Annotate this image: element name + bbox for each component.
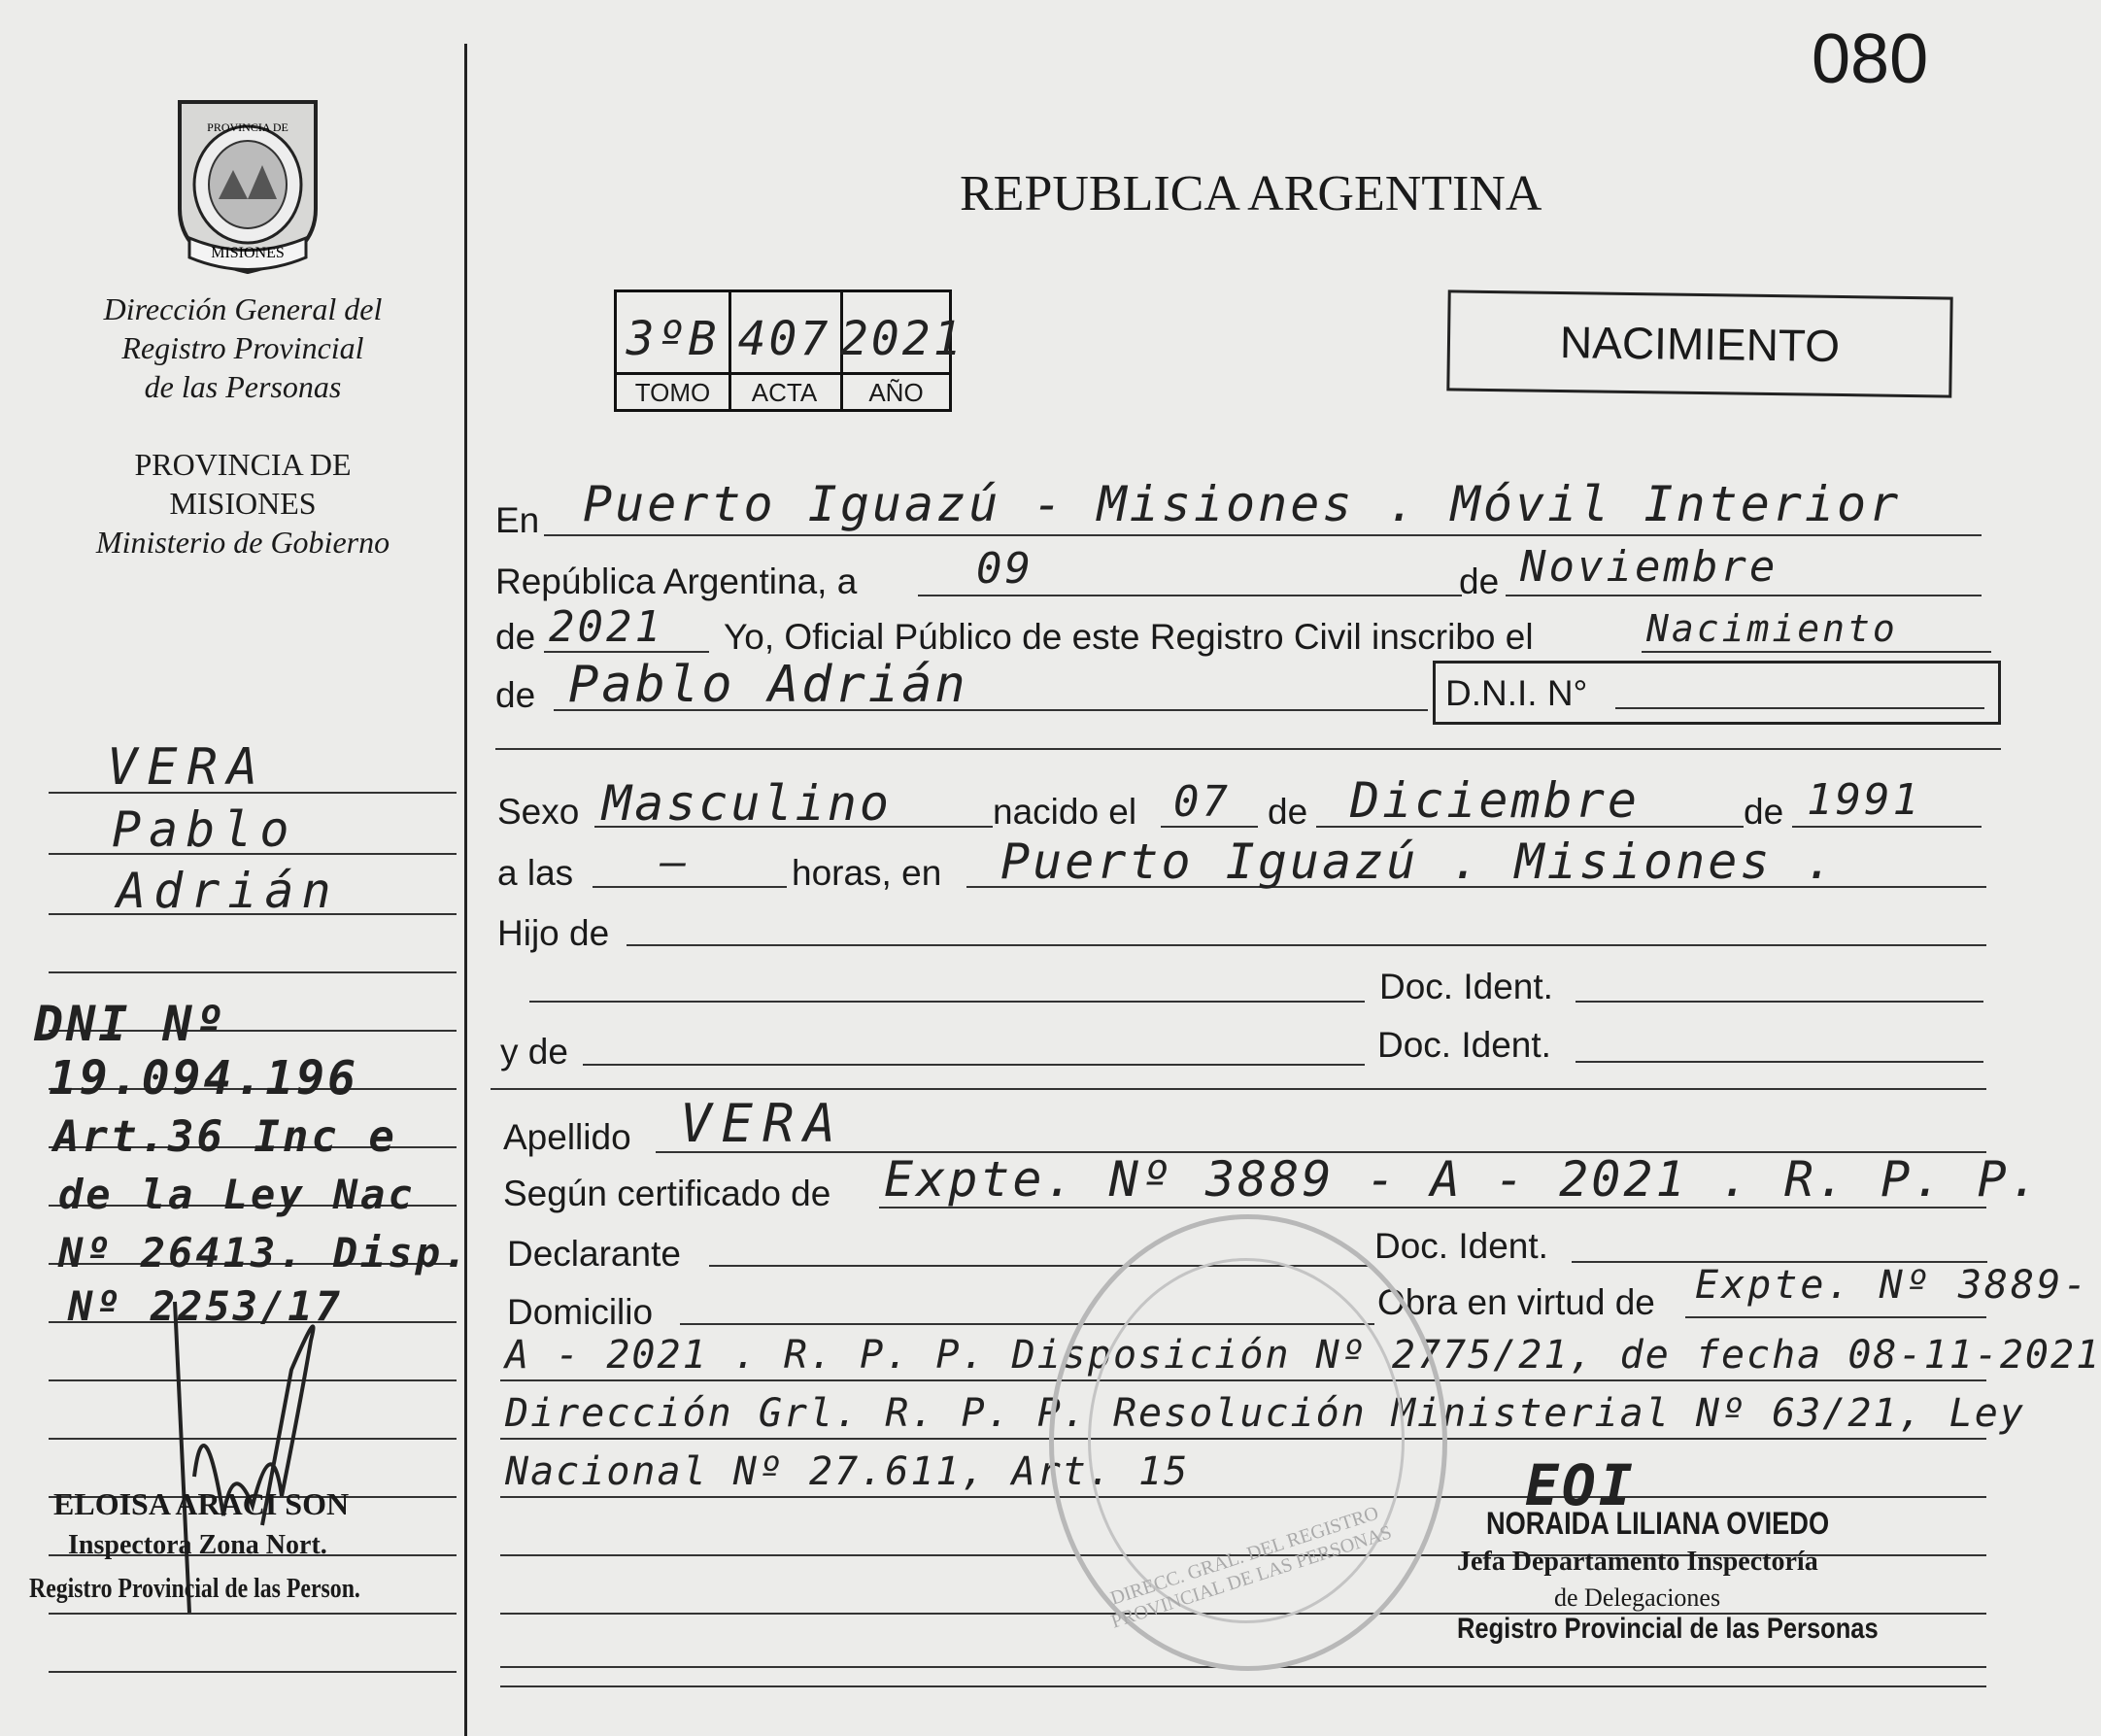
place-value: Puerto Iguazú - Misiones . Móvil Interior: [583, 476, 1902, 532]
annotation-line1: DNI Nº: [34, 996, 227, 1052]
dni-box: [1433, 661, 2001, 725]
signatory-title-line2: de Delegaciones: [1554, 1583, 1721, 1612]
birth-place-value: Puerto Iguazú . Misiones .: [1000, 834, 1837, 890]
doc-ident-label: Doc. Ident.: [1374, 1226, 1548, 1266]
hours-value: —: [661, 837, 690, 887]
de-label: de: [495, 617, 536, 657]
hijo-label: Hijo de: [497, 913, 610, 953]
de-label: de: [1459, 562, 1500, 601]
form-line: [491, 1088, 1986, 1090]
document-title: REPUBLICA ARGENTINA: [960, 166, 1542, 221]
obra-line2: A - 2021 . R. P. P. Disposición Nº 2775/21, de fecha 08-11-2021: [505, 1333, 2101, 1378]
seal-top-text: PROVINCIA DE: [207, 120, 288, 134]
act-type-value: Nacimiento: [1646, 607, 1898, 650]
inspector-office: Registro Provincial de las Person.: [29, 1574, 360, 1604]
form-line: [1576, 1061, 1983, 1063]
signature-initials: EOI: [1525, 1452, 1636, 1518]
segun-label: Según certificado de: [503, 1174, 831, 1213]
acta-label: ACTA: [751, 378, 818, 407]
province-line1: PROVINCIA DE: [134, 447, 352, 482]
form-line: [544, 534, 1982, 536]
annotation-line2: 19.094.196: [49, 1051, 358, 1106]
form-line: [495, 748, 2001, 750]
annotation-line4: de la Ley Nac: [58, 1171, 416, 1218]
tomo-acta-table: [614, 289, 965, 412]
domicilio-label: Domicilio: [507, 1292, 654, 1332]
month-value: Noviembre: [1520, 542, 1779, 592]
anio-label: AÑO: [868, 378, 924, 407]
dni-label: D.N.I. N°: [1445, 673, 1588, 713]
provincial-seal: [160, 92, 335, 277]
office-line2: Registro Provincial: [121, 330, 364, 365]
seal-bottom-text: MISIONES: [211, 245, 285, 261]
form-line: [918, 595, 1462, 596]
doc-ident-label: Doc. Ident.: [1377, 1025, 1551, 1065]
oficial-text: Yo, Oficial Público de este Registro Civil inscribo el: [724, 617, 1534, 657]
obra-line3: Dirección Grl. R. P. P. Resolución Ministerial Nº 63/21, Ley: [505, 1391, 2025, 1436]
record-type-label: NACIMIENTO: [1559, 316, 1841, 372]
form-line: [593, 886, 787, 888]
de-label: de: [495, 675, 536, 715]
birth-month-value: Diciembre: [1350, 772, 1640, 829]
form-line: [529, 1001, 1365, 1003]
acta-value: 407: [737, 312, 831, 366]
form-line: [1615, 707, 1984, 709]
birth-day-value: 07: [1173, 777, 1231, 827]
obra-line4: Nacional Nº 27.611, Art. 15: [505, 1449, 1190, 1494]
de-label: de: [1268, 792, 1308, 832]
sex-value: Masculino: [602, 775, 892, 832]
nacido-label: nacido el: [993, 792, 1137, 832]
inspector-title: Inspectora Zona Nort.: [68, 1530, 327, 1560]
horas-label: horas, en: [792, 853, 942, 893]
anio-value: 2021: [840, 312, 965, 366]
margin-divider: [464, 44, 467, 1736]
annotation-line5: Nº 26413. Disp.: [58, 1229, 471, 1276]
form-line: [1642, 651, 1991, 653]
form-line: [1506, 595, 1982, 596]
annotation-line6: Nº 2253/17: [68, 1282, 343, 1330]
ministry-name: Ministerio de Gobierno: [95, 525, 390, 560]
sexo-label: Sexo: [497, 792, 580, 832]
form-line: [1576, 1001, 1983, 1003]
year-value: 2021: [549, 602, 663, 652]
signatory-name: NORAIDA LILIANA OVIEDO: [1486, 1506, 1830, 1541]
record-type-box: [1446, 289, 1952, 397]
inspector-name: ELOISA ARACI SON: [53, 1486, 350, 1521]
form-line: [1792, 826, 1982, 828]
certificate-value: Expte. Nº 3889 - A - 2021 . R. P. P.: [884, 1151, 2042, 1208]
margin-surname: VERA: [107, 738, 268, 797]
de-label: de: [1744, 792, 1784, 832]
province-line2: MISIONES: [169, 486, 317, 521]
form-line: [627, 944, 1986, 946]
office-line3: de las Personas: [144, 369, 342, 404]
margin-line: [49, 1671, 457, 1673]
obra-line1: Expte. Nº 3889-: [1695, 1263, 2090, 1308]
form-line: [583, 1064, 1365, 1066]
page-number: 080: [1812, 20, 1929, 98]
stamp-text: DIRECC. GRAL. DEL REGISTRO PROVINCIAL DE LAS PERSONAS: [1107, 1502, 1395, 1633]
en-label: En: [495, 500, 540, 540]
declarante-label: Declarante: [507, 1234, 681, 1274]
province-name: [39, 445, 447, 562]
names-value: Pablo Adrián: [568, 656, 968, 714]
surname-value: VERA: [680, 1093, 846, 1154]
office-line1: Dirección General del: [103, 291, 383, 326]
form-line: [1685, 1316, 1986, 1318]
office-name: [39, 289, 447, 406]
doc-ident-label: Doc. Ident.: [1379, 967, 1553, 1006]
form-line: [500, 1685, 1986, 1687]
y-de-label: y de: [500, 1032, 568, 1072]
signatory-title-line1: Jefa Departamento Inspectoría: [1457, 1547, 1818, 1577]
day-value: 09: [976, 544, 1034, 594]
annotation-line3: Art.36 Inc e: [53, 1112, 397, 1162]
tomo-label: TOMO: [634, 378, 711, 407]
signatory-office: Registro Provincial de las Personas: [1457, 1613, 1879, 1645]
apellido-label: Apellido: [503, 1117, 631, 1157]
republica-label: República Argentina, a: [495, 562, 858, 601]
tomo-value: 3ºB: [626, 312, 720, 366]
a-las-label: a las: [497, 853, 574, 893]
obra-label: Obra en virtud de: [1377, 1282, 1655, 1322]
birth-year-value: 1991: [1807, 775, 1921, 825]
margin-name2: Adrián: [117, 863, 339, 919]
margin-name1: Pablo: [112, 801, 297, 858]
margin-line: [49, 971, 457, 973]
seal-icon: [160, 92, 335, 277]
